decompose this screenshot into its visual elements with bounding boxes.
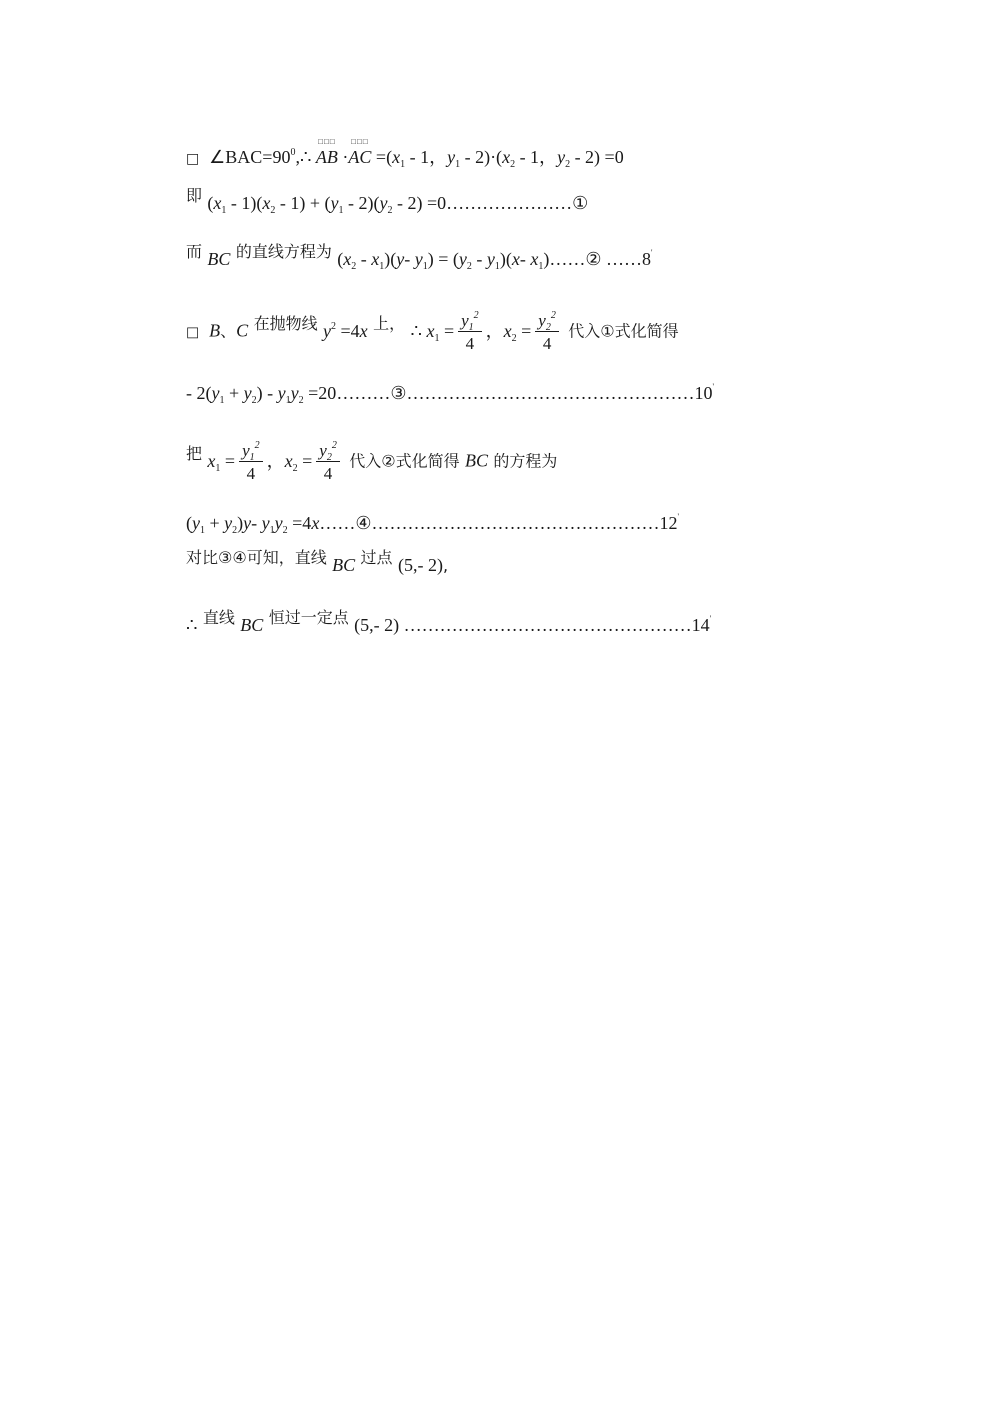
label-compare: 对比③④可知，直线	[186, 548, 327, 567]
line-compare: 对比③④可知，直线 BC 过点 (5,- 2),	[186, 548, 449, 575]
degree-mark: 0	[290, 147, 296, 158]
score-12: 12	[659, 513, 678, 533]
fraction-y1sq-over-4: $\frac{y_1^2}{4}$	[239, 442, 263, 482]
dots: …………………………………………	[371, 513, 660, 533]
therefore-symbol: ∴	[186, 615, 198, 635]
prime-mark: '	[712, 382, 714, 391]
angle-expression: ∠BAC=90	[209, 147, 291, 167]
circled-3: ③	[390, 383, 407, 403]
line-substitute-2: 把 $x_1$ = $\frac{y_1^2}{4}$ ，$x_2$ = $\frac{y_2^2}{4}$ 代入②式化简得 BC 的方程为	[186, 440, 558, 483]
fraction-y1sq-over-4: $\frac{y_1^2}{4}$	[458, 312, 482, 352]
prime-mark: '	[677, 512, 679, 521]
label-er: 而	[186, 242, 203, 261]
vector-ac: □□□ AC	[348, 137, 372, 167]
line-angle-dot-product: □ $\angle BAC=90^0,\therefore$ □□□ AB · □□□ AC $=(x_1 - 1$，$y_1 - 2)\cdot(x_2 - 1$，$y_2 - 2) =0$	[186, 137, 624, 170]
dots: ……	[606, 249, 643, 269]
label-ba: 把	[186, 443, 203, 463]
circled-4: ④	[355, 513, 372, 533]
label-bc-eq: 的方程为	[493, 451, 558, 471]
label-substitute-2: 代入②式化简得	[349, 451, 460, 471]
label-substitute-1: 代入①式化简得	[568, 321, 679, 341]
dots: ……	[336, 383, 373, 403]
label-line: 直线	[202, 608, 235, 627]
line-bc-equation: 而 BC 的直线方程为 $(x_2 - x_1)(y-$ $y_1) = (y_2 - y_1)(x-$ $x_1)\dots\dots ②$ ……8'	[186, 242, 653, 272]
circled-1: ①	[572, 193, 589, 213]
score-8: 8	[642, 249, 652, 269]
line-equation-4: $(y_1 + y_2)y-$ $y_1y_2$ =4x……④…………………………………………12'	[186, 512, 679, 536]
line-parabola-substitute: □ B、C 在抛物线 $y^2 =4x$ 上， ∴ $x_1$ = $\frac{y_1^2}{4}$ ，$x_2$ = $\frac{y_2^2}{4}$ 代入①式化简得	[186, 310, 679, 353]
fraction-y2sq-over-4: $\frac{y_2^2}{4}$	[316, 442, 340, 482]
line-equation-3: - $2(y_1 + y_2) - y_1y_2$ =20………③…………………………………………10'	[186, 382, 714, 406]
point-5-neg2: (5,- 2)	[354, 615, 400, 635]
therefore-symbol: ∴	[299, 147, 312, 167]
label-on-parabola: 在抛物线	[253, 313, 318, 333]
dots: …………………	[446, 193, 573, 213]
point-5-neg2: (5,- 2)	[397, 555, 443, 575]
score-14: 14	[691, 615, 710, 635]
vector-ab: □□□ AB	[315, 137, 338, 167]
label-always-passes: 恒过一定点	[268, 608, 349, 627]
score-10: 10	[694, 383, 713, 403]
therefore-symbol: ∴	[410, 320, 422, 341]
label-passes: 过点	[360, 548, 393, 567]
label-shang: 上，	[373, 313, 406, 333]
label-bc-line-eq: 的直线方程为	[235, 242, 332, 261]
line-equation-1: 即 $(x_1 - 1)(x_2 - 1) + (y_1 - 2)(y_2 - 2)$ =0…………………①	[186, 186, 589, 216]
circled-2: ②	[585, 249, 602, 269]
box-glyph: □	[186, 324, 200, 341]
dots: …………………………………………	[406, 383, 695, 403]
dots: ……	[549, 249, 586, 269]
line-conclusion: ∴ 直线 BC 恒过一定点 (5,- 2) …………………………………………14'	[186, 608, 712, 635]
dots: ……	[319, 513, 356, 533]
dots: …………………………………………	[403, 615, 692, 635]
prime-mark: '	[709, 614, 712, 623]
box-glyph: □	[186, 151, 200, 167]
prime-mark: '	[651, 248, 653, 257]
label-ji: 即	[186, 186, 203, 205]
fraction-y2sq-over-4: $\frac{y_2^2}{4}$	[535, 312, 559, 352]
